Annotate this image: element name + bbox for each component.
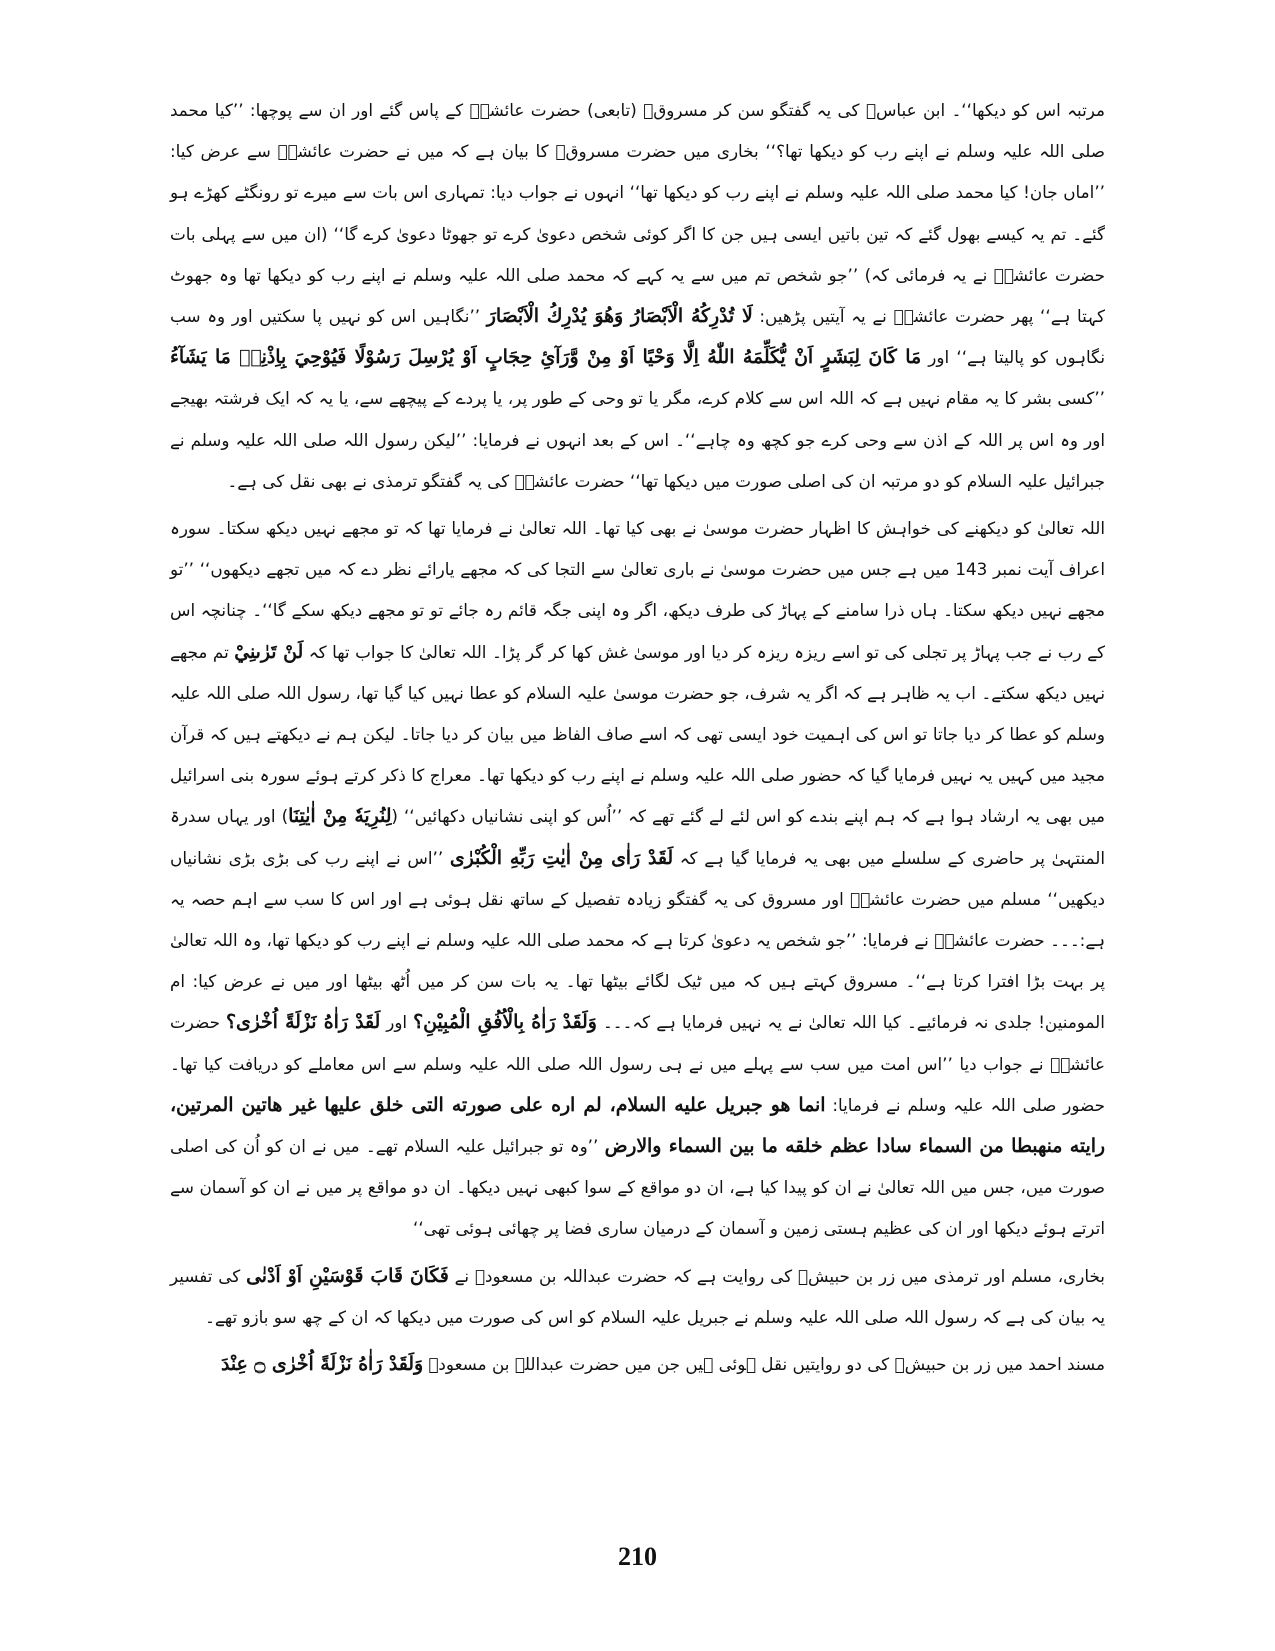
urdu-text: تم مجھے نہیں دیکھ سکتے۔ اب یہ ظاہر ہے کہ اگر یہ شرف، جو حضرت موسیٰ علیہ السلام کو عطا نہیں کیا گیا تھا، رسول اللہ صلی اللہ علیہ وسلم کو عطا کر دیا جاتا تو اس کی اہمیت خود ایسی تھی کہ اسے صاف الفاظ میں بیان کر دیا جاتا۔ لیکن ہم نے دیکھتے ہیں کہ قرآن مجید میں کہیں یہ نہیں فرمایا گیا کہ حضور صلی اللہ علیہ وسلم نے اپنے رب کو دیکھا تھا۔ معراج کا ذکر کرتے ہوئے سورہ بنی اسرائیل میں بھی یہ ارشاد ہوا ہے کہ ہم اپنے بندے کو اس لئے لے گئے تھے کہ ’’اُس کو اپنی نشانیاں دکھائیں‘‘ ( — [170, 641, 1105, 827]
urdu-text: مرتبہ اس کو دیکھا‘‘۔ ابن عباسؓ کی یہ گفتگو سن کر مسروقؒ (تابعی) حضرت عائشہؓ کے پاس گئے اور ان سے پوچھا: ’’کیا محمد صلی اللہ علیہ وسلم نے اپنے رب کو دیکھا تھا؟‘‘ بخاری میں حضرت مسروقؒ کا بیان ہے کہ میں نے حضرت عائشہؓ سے عرض کیا: ’’اماں جان! کیا محمد صلی اللہ علیہ وسلم نے اپنے رب کو دیکھا تھا‘‘ انہوں نے جواب دیا: تمہاری اس بات سے میرے تو رونگٹے کھڑے ہو گئے۔ تم یہ کیسے بھول گئے کہ تین باتیں ایسی ہیں جن کا اگر کوئی شخص دعویٰ کرے تو جھوٹا دعویٰ کرے گا‘‘ (ان میں سے پہلی بات حضرت عائشہؓ نے یہ فرمائی کہ) ’’جو شخص تم میں سے یہ کہے کہ محمد صلی اللہ علیہ وسلم نے اپنے رب کو دیکھا تھا وہ جھوٹ کہتا ہے‘‘ پھر حضرت عائشہؓ نے یہ آیتیں پڑھیں: — [170, 100, 1106, 327]
quranic-quote: لَنْ تَرٰىنِيْ — [234, 640, 304, 663]
quranic-quote: لِنُرِيَهٗ مِنْ اٰيٰتِنَا — [288, 805, 392, 828]
quranic-quote: لَا تُدْرِكُهُ الْاَبْصَارُ وَهُوَ يُدْرِكُ الْاَبْصَارَ — [486, 305, 753, 328]
quranic-quote: انما هو جبريل عليه السلام، لم اره على صورته التى خلق عليها غير هاتين المرتين، رايته منهبطا من السماء سادا عظم خلقه ما بين السماء والارض — [170, 1093, 1106, 1158]
urdu-text: اور — [380, 1012, 414, 1033]
quranic-quote: وَلَقَدْ رَاٰهُ نَزْلَةً اُخْرٰى ۝ عِنْدَ — [221, 1353, 424, 1376]
quranic-quote: فَكَانَ قَابَ قَوْسَيْنِ اَوْ اَدْنٰى — [246, 1264, 449, 1287]
paragraph — [170, 508, 1105, 1250]
paragraph — [170, 90, 1105, 502]
quranic-quote: لَقَدْ رَاٰهُ نَزْلَةً اُخْرٰى؟ — [226, 1011, 381, 1034]
urdu-text: حضرت عائشہؓ نے جواب دیا ’’اس امت میں سب سے پہلے میں نے ہی رسول اللہ صلی اللہ علیہ وسلم سے اس معاملے کو دریافت کیا تھا۔ حضور صلی اللہ علیہ وسلم نے فرمایا: — [170, 1012, 1105, 1115]
urdu-text: بخاری، مسلم اور ترمذی میں زر بن حبیشؒ کی روایت ہے کہ حضرت عبداللہ بن مسعودؓ نے — [448, 1265, 1105, 1286]
urdu-text: ’’کسی بشر کا یہ مقام نہیں ہے کہ اللہ اس سے کلام کرے، مگر یا تو وحی کے طور پر، یا پردے کے پیچھے سے، یا یہ کہ ایک فرشتہ بھیجے اور وہ اس پر اللہ کے اذن سے وحی کرے جو کچھ وہ چاہے‘‘۔ اس کے بعد انہوں نے فرمایا: ’’لیکن رسول اللہ صلی اللہ علیہ وسلم نے جبرائیل علیہ السلام کو دو مرتبہ ان کی اصلی صورت میں دیکھا تھا‘‘ حضرت عائشہؓ کی یہ گفتگو ترمذی نے بھی نقل کی ہے۔ — [170, 388, 1105, 491]
quranic-quote: لَقَدْ رَاٰى مِنْ اٰيٰتِ رَبِّهِ الْكُبْرٰى — [449, 846, 674, 869]
urdu-text: ’’نگاہیں اس کو نہیں پا سکتیں اور وہ سب نگاہوں کو پالیتا ہے‘‘ اور — [170, 306, 1105, 368]
body-text — [170, 90, 1105, 1385]
urdu-text: مسند احمد میں زر بن حبیشؒ کی دو روایتیں نقل ہوئی ہیں جن میں حضرت عبداللہ بن مسعودؓ — [423, 1354, 1105, 1375]
quranic-quote: مَا كَانَ لِبَشَرٍ اَنْ يُّكَلِّمَهُ اللّٰهُ اِلَّا وَحْيًا اَوْ مِنْ وَّرَآئِ حِجَابٍ اَوْ يُرْسِلَ رَسُوْلًا فَيُوْحِيَ بِاِذْنِهٖ مَا يَشَآءُ — [170, 346, 922, 369]
paragraph — [170, 1344, 1105, 1385]
urdu-text: ’’وہ تو جبرائیل علیہ السلام تھے۔ میں نے ان کو اُن کی اصلی صورت میں، جس میں اللہ تعالیٰ نے ان کو پیدا کیا ہے، ان دو مواقع کے سوا کبھی نہیں دیکھا۔ ان دو مواقع پر میں نے ان کو آسمان سے اترتے ہوئے دیکھا اور ان کی عظیم ہستی زمین و آسمان کے درمیان ساری فضا پر چھائی ہوئی تھی‘‘ — [170, 1136, 1105, 1239]
urdu-text: اللہ تعالیٰ کو دیکھنے کی خواہش کا اظہار حضرت موسیٰ نے بھی کیا تھا۔ اللہ تعالیٰ نے فرمایا تھا کہ تو مجھے نہیں دیکھ سکتا۔ سورہ اعراف آیت نمبر 143 میں ہے جس میں حضرت موسیٰ نے باری تعالیٰ سے التجا کی کہ مجھے یارائے نظر دے کہ میں تجھے دیکھوں‘‘ ’’تو مجھے نہیں دیکھ سکتا۔ ہاں ذرا سامنے کے پہاڑ کی طرف دیکھ، اگر وہ اپنی جگہ قائم رہ جائے تو تو مجھے دیکھ سکے گا‘‘۔ چنانچہ اس کے رب نے جب پہاڑ پر تجلی کی تو اسے ریزہ ریزہ کر دیا اور موسیٰ غش کھا کر گر پڑا۔ اللہ تعالیٰ کا جواب تھا کہ — [170, 518, 1105, 662]
urdu-text: ’’اس نے اپنے رب کی بڑی بڑی نشانیاں دیکھیں‘‘ مسلم میں حضرت عائشہؓ اور مسروق کی یہ گفتگو زیادہ تفصیل کے ساتھ نقل ہوئی ہے اور اس کا سب سے اہم حصہ یہ ہے:۔۔۔ حضرت عائشہؓ نے فرمایا: ’’جو شخص یہ دعویٰ کرتا ہے کہ محمد صلی اللہ علیہ وسلم نے اپنے رب کو دیکھا تھا، وہ اللہ تعالیٰ پر بہت بڑا افترا کرتا ہے‘‘۔ مسروق کہتے ہیں کہ میں ٹیک لگائے بیٹھا تھا۔ یہ بات سن کر میں اُٹھ بیٹھا اور میں نے عرض کیا: ام المومنین! جلدی نہ فرمائیے۔ کیا اللہ تعالیٰ نے یہ نہیں فرمایا ہے کہ۔۔۔ — [170, 847, 1105, 1033]
urdu-text: کی تفسیر یہ بیان کی ہے کہ رسول اللہ صلی اللہ علیہ وسلم نے جبریل علیہ السلام کو اس کی صورت میں دیکھا کہ ان کے چھ سو بازو تھے۔ — [170, 1265, 1105, 1327]
quranic-quote: وَلَقَدْ رَاٰهُ بِالْاُفُقِ الْمُبِيْنِ؟ — [413, 1011, 597, 1034]
paragraph — [170, 1256, 1105, 1338]
urdu-text: ) اور یہاں سدرۃ المنتہیٰ پر حاضری کے سلسلے میں بھی یہ فرمایا گیا ہے کہ — [170, 806, 1106, 868]
page-number: 210 — [618, 1542, 657, 1571]
